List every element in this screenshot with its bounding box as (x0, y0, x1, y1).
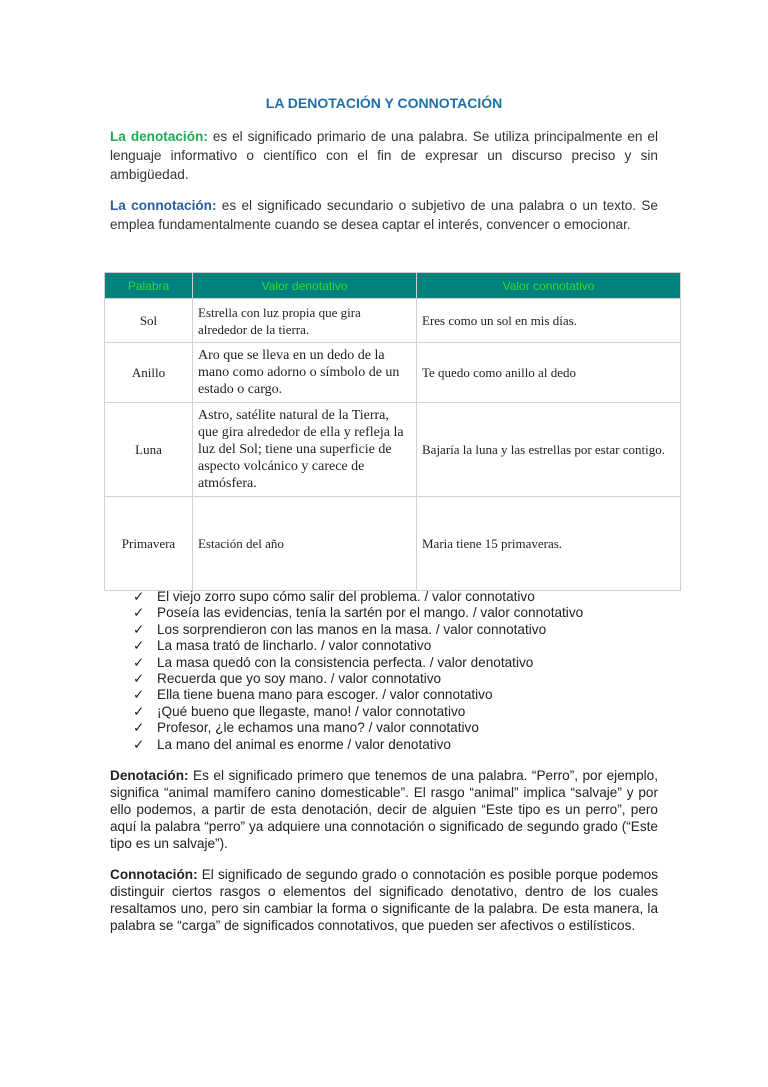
list-item-text: Poseía las evidencias, tenía la sartén por el mango. / valor connotativo (157, 605, 584, 621)
cell-connotative: Maria tiene 15 primaveras. (417, 497, 681, 591)
cell-word: Sol (105, 299, 193, 343)
list-item (133, 638, 583, 654)
checkmark-icon: ✓ (133, 589, 145, 604)
cell-denotative: Aro que se lleva en un dedo de la mano como adorno o símbolo de un estado o cargo. (193, 343, 417, 403)
list-item-text: La mano del animal es enorme / valor denotativo (157, 736, 451, 752)
checkmark-icon: ✓ (133, 703, 145, 719)
checkmark-icon: ✓ (133, 671, 145, 687)
list-item (133, 671, 583, 687)
table-row (105, 497, 681, 591)
checkmark-icon: ✓ (133, 687, 145, 703)
header-denotativo: Valor denotativo (193, 273, 417, 299)
list-item (133, 737, 583, 753)
table-row (105, 403, 681, 497)
cell-denotative: Estrella con luz propia que gira alrededor de la tierra. (193, 299, 417, 343)
checkmark-icon: ✓ (133, 654, 145, 670)
checkmark-icon: ✓ (133, 605, 145, 621)
connotation-text: es el significado secundario o subjetivo de una palabra o un texto. Se emplea fundamentalmente cuando se desea captar el interés, convencer o emocionar. (110, 198, 658, 232)
connotation-definition (110, 196, 658, 234)
list-item-text: Los sorprendieron con las manos en la masa. / valor connotativo (157, 621, 547, 637)
table-row (105, 299, 681, 343)
examples-list (133, 589, 583, 753)
list-item-text: El viejo zorro supo cómo salir del problema. / valor connotativo (157, 589, 535, 604)
header-connotativo: Valor connotativo (417, 273, 681, 299)
checkmark-icon: ✓ (133, 621, 145, 637)
list-item-text: Ella tiene buena mano para escoger. / valor connotativo (157, 687, 493, 703)
checkmark-icon: ✓ (133, 720, 145, 736)
denotation-text: es el significado primario de una palabra. Se utiliza principalmente en el lenguaje informativo o científico con el fin de expresar un discurso preciso y sin ambigüedad. (110, 129, 658, 182)
list-item-text: Profesor, ¿le echamos una mano? / valor connotativo (157, 720, 479, 736)
list-item-text: La masa quedó con la consistencia perfecta. / valor denotativo (157, 654, 534, 670)
list-item (133, 687, 583, 703)
cell-connotative: Bajaría la luna y las estrellas por estar contigo. (417, 403, 681, 497)
cell-word: Luna (105, 403, 193, 497)
connotation-term: La connotación: (110, 198, 217, 213)
checkmark-icon: ✓ (133, 736, 145, 752)
list-item (133, 720, 583, 736)
list-item (133, 589, 583, 605)
list-item (133, 655, 583, 671)
table-row (105, 343, 681, 403)
cell-denotative: Estación del año (193, 497, 417, 591)
header-palabra: Palabra (105, 273, 193, 299)
examples-table (104, 272, 681, 591)
list-item-text: ¡Qué bueno que llegaste, mano! / valor connotativo (157, 703, 466, 719)
denotation-explanation-text: Es el significado primero que tenemos de una palabra. “Perro”, por ejemplo, significa “animal mamífero canino domesticable”. El rasgo “animal” implica “salvaje” y por ello podemos, a partir de esta denotación, decir de alguien “Este tipo es un perro”, pero aquí la palabra “perro” ya adquiere una connotación o significado de segundo grado (“Este tipo es un salvaje”). (110, 768, 658, 851)
connotation-explanation-text: El significado de segundo grado o connotación es posible porque podemos distinguir ciertos rasgos o elementos del significado denotativo, dentro de los cuales resaltamos uno, pero sin cambiar la forma o significante de la palabra. De esta manera, la palabra se “carga” de significados connotativos, que pueden ser afectivos o estilísticos. (110, 867, 658, 933)
denotation-explanation-term: Denotación: (110, 768, 189, 783)
connotation-explanation-term: Connotación: (110, 867, 198, 882)
denotation-explanation (110, 767, 658, 852)
list-item-text: Recuerda que yo soy mano. / valor connotativo (157, 671, 442, 687)
cell-denotative: Astro, satélite natural de la Tierra, que gira alrededor de ella y refleja la luz del Sol; tiene una superficie de aspecto volcánico y carece de atmósfera. (193, 403, 417, 497)
cell-word: Anillo (105, 343, 193, 403)
list-item (133, 622, 583, 638)
table-header-row (105, 273, 681, 299)
list-item (133, 605, 583, 621)
denotation-term: La denotación: (110, 129, 208, 144)
checkmark-icon: ✓ (133, 638, 145, 654)
denotation-definition (110, 127, 658, 184)
connotation-explanation (110, 866, 658, 934)
cell-connotative: Te quedo como anillo al dedo (417, 343, 681, 403)
document-title: LA DENOTACIÓN Y CONNOTACIÓN (265, 95, 503, 111)
list-item (133, 704, 583, 720)
cell-connotative: Eres como un sol en mis días. (417, 299, 681, 343)
cell-word: Primavera (105, 497, 193, 591)
list-item-text: La masa trató de lincharlo. / valor connotativo (157, 638, 432, 654)
